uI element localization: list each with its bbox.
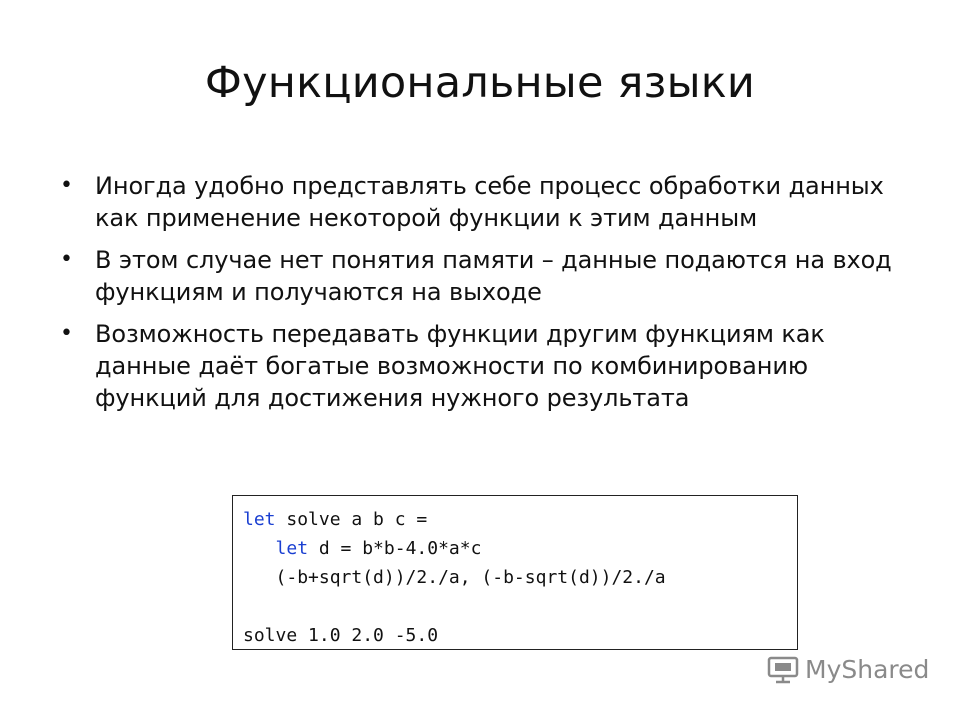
code-line bbox=[243, 563, 787, 592]
bullet-marker: • bbox=[60, 173, 73, 198]
bullet-marker: • bbox=[60, 321, 73, 346]
bullet-list bbox=[60, 170, 920, 424]
slide-title: Функциональные языки bbox=[204, 58, 756, 108]
code-text: (-b+sqrt(d))/2./a, (-b-sqrt(d))/2./a bbox=[275, 567, 666, 588]
code-line bbox=[243, 621, 787, 650]
code-line bbox=[243, 505, 787, 534]
code-line bbox=[243, 592, 787, 621]
code-keyword: let bbox=[275, 538, 309, 559]
code-text: solve a b c = bbox=[275, 509, 428, 530]
code-text: d = b*b-4.0*a*c bbox=[308, 538, 482, 559]
bullet-item bbox=[60, 244, 920, 308]
code-line bbox=[243, 534, 787, 563]
bullet-text: Иногда удобно представлять себе процесс обработки данных как применение некоторой функции к этим данным bbox=[95, 172, 884, 232]
bullet-marker: • bbox=[60, 247, 73, 272]
watermark-logo bbox=[766, 655, 929, 684]
watermark-text: MyShared bbox=[805, 655, 930, 684]
bullet-text: Возможность передавать функции другим функциям как данные даёт богатые возможности по комбинированию функций для достижения нужного результата bbox=[95, 320, 825, 412]
bullet-item bbox=[60, 170, 920, 234]
projector-screen-icon bbox=[766, 656, 800, 684]
code-text: solve 1.0 2.0 -5.0 bbox=[243, 625, 439, 646]
bullet-item bbox=[60, 318, 920, 414]
code-block bbox=[232, 495, 798, 650]
code-keyword: let bbox=[243, 509, 276, 530]
bullet-text: В этом случае нет понятия памяти – данные подаются на вход функциям и получаются на выходе bbox=[95, 246, 892, 306]
